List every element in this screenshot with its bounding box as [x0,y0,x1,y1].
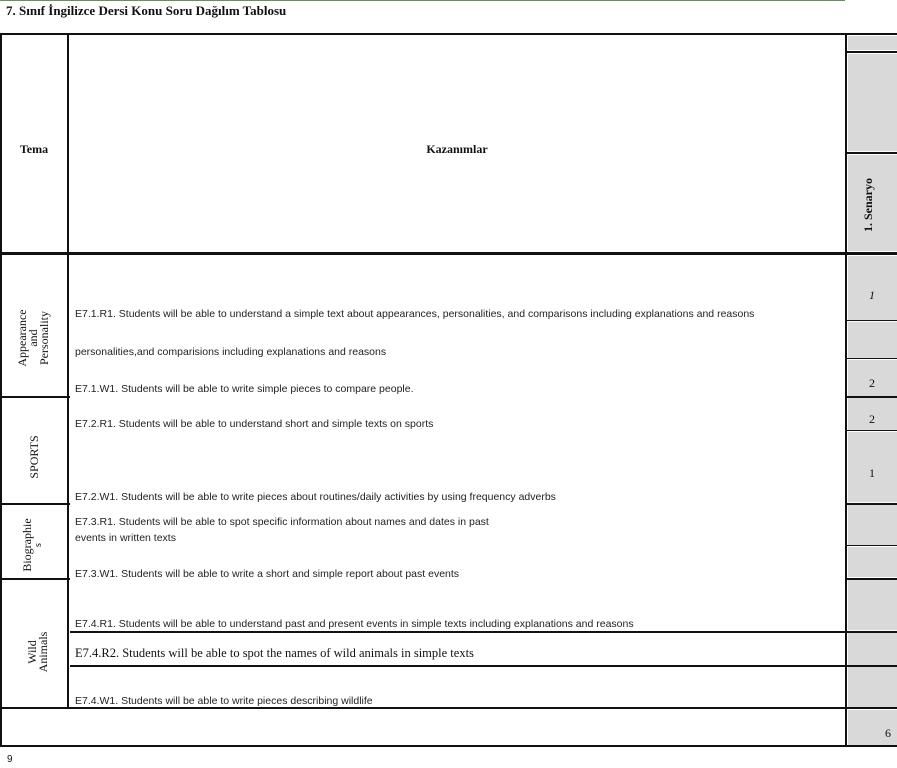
outcome-e7-2-w1: E7.2.W1. Students will be able to write pieces about routines/daily activities by using frequency adverbs [75,491,556,503]
outcome-e7-3-r1: E7.3.R1. Students will be able to spot specific information about names and dates in past [75,516,489,528]
outcome-e7-4-r1: E7.4.R1. Students will be able to understand past and present events in simple texts including explanations and reasons [75,618,634,630]
table-left-line [0,33,2,747]
count-line-3 [845,396,897,398]
theme-sports: SPORTS [27,435,41,479]
outcome-e7-1-r1-continued: personalities,and comparisions including explanations and reasons [75,346,387,358]
count-cell-8 [848,633,897,665]
count-value-1: 1 [869,288,875,302]
outcome-e7-4-w1: E7.4.W1. Students will be able to write pieces describing wildlife [75,695,373,707]
count-line-4 [845,430,897,431]
count-line-2 [845,358,897,359]
header-kazanimlar: Kazanımlar [426,142,488,156]
header-shade-mid [848,54,897,151]
row-line-r2-bottom [70,665,897,667]
table-bottom-line [0,745,897,747]
count-line-7 [845,578,897,580]
theme-biographies: Biographie s [20,518,44,572]
top-border [0,0,845,1]
table-top-line [0,33,897,35]
count-cell-5 [848,505,897,545]
count-cell-7 [848,580,897,630]
header-line-a [845,51,897,53]
count-line-5 [845,503,897,505]
header-line-b [845,152,897,154]
header-senaryo: 1. Senaryo [861,178,875,232]
header-tema: Tema [19,142,49,156]
count-value-3: 2 [869,412,875,426]
outcome-e7-3-r1-continued: events in written texts [75,532,176,544]
count-line-6 [845,545,897,546]
theme-column-line [67,33,69,709]
theme-line-2 [0,503,70,505]
page-number: 9 [7,754,13,765]
outcome-e7-1-r1: E7.1.R1. Students will be able to understand a simple text about appearances, personalities, and comparisons including explanations and reasons [75,308,755,320]
outcome-e7-1-w1: E7.1.W1. Students will be able to write simple pieces to compare people. [75,383,414,395]
count-cell-6 [848,547,897,577]
header-bottom-line [0,252,897,255]
row-line-r2-top [70,631,897,633]
theme-wild-animals: Wild Animals [25,631,50,673]
outcome-e7-4-r2: E7.4.R2. Students will be able to spot the names of wild animals in simple texts [75,646,474,660]
count-value-2: 2 [869,376,875,390]
total-line [0,707,897,709]
theme-appearance: Appearance and Personality [15,309,51,367]
count-value-total: 6 [885,726,891,740]
theme-line-1 [0,396,70,398]
header-shade-top [848,36,897,50]
page-title: 7. Sınıf İngilizce Dersi Konu Soru Dağılım Tablosu [6,3,287,18]
outcome-e7-2-r1: E7.2.R1. Students will be able to understand short and simple texts on sports [75,418,434,430]
count-line-1 [845,320,897,321]
count-value-4: 1 [869,466,875,480]
outcome-e7-3-w1: E7.3.W1. Students will be able to write a short and simple report about past events [75,568,460,580]
count-cell-empty [848,322,897,358]
count-cell-9 [848,667,897,707]
